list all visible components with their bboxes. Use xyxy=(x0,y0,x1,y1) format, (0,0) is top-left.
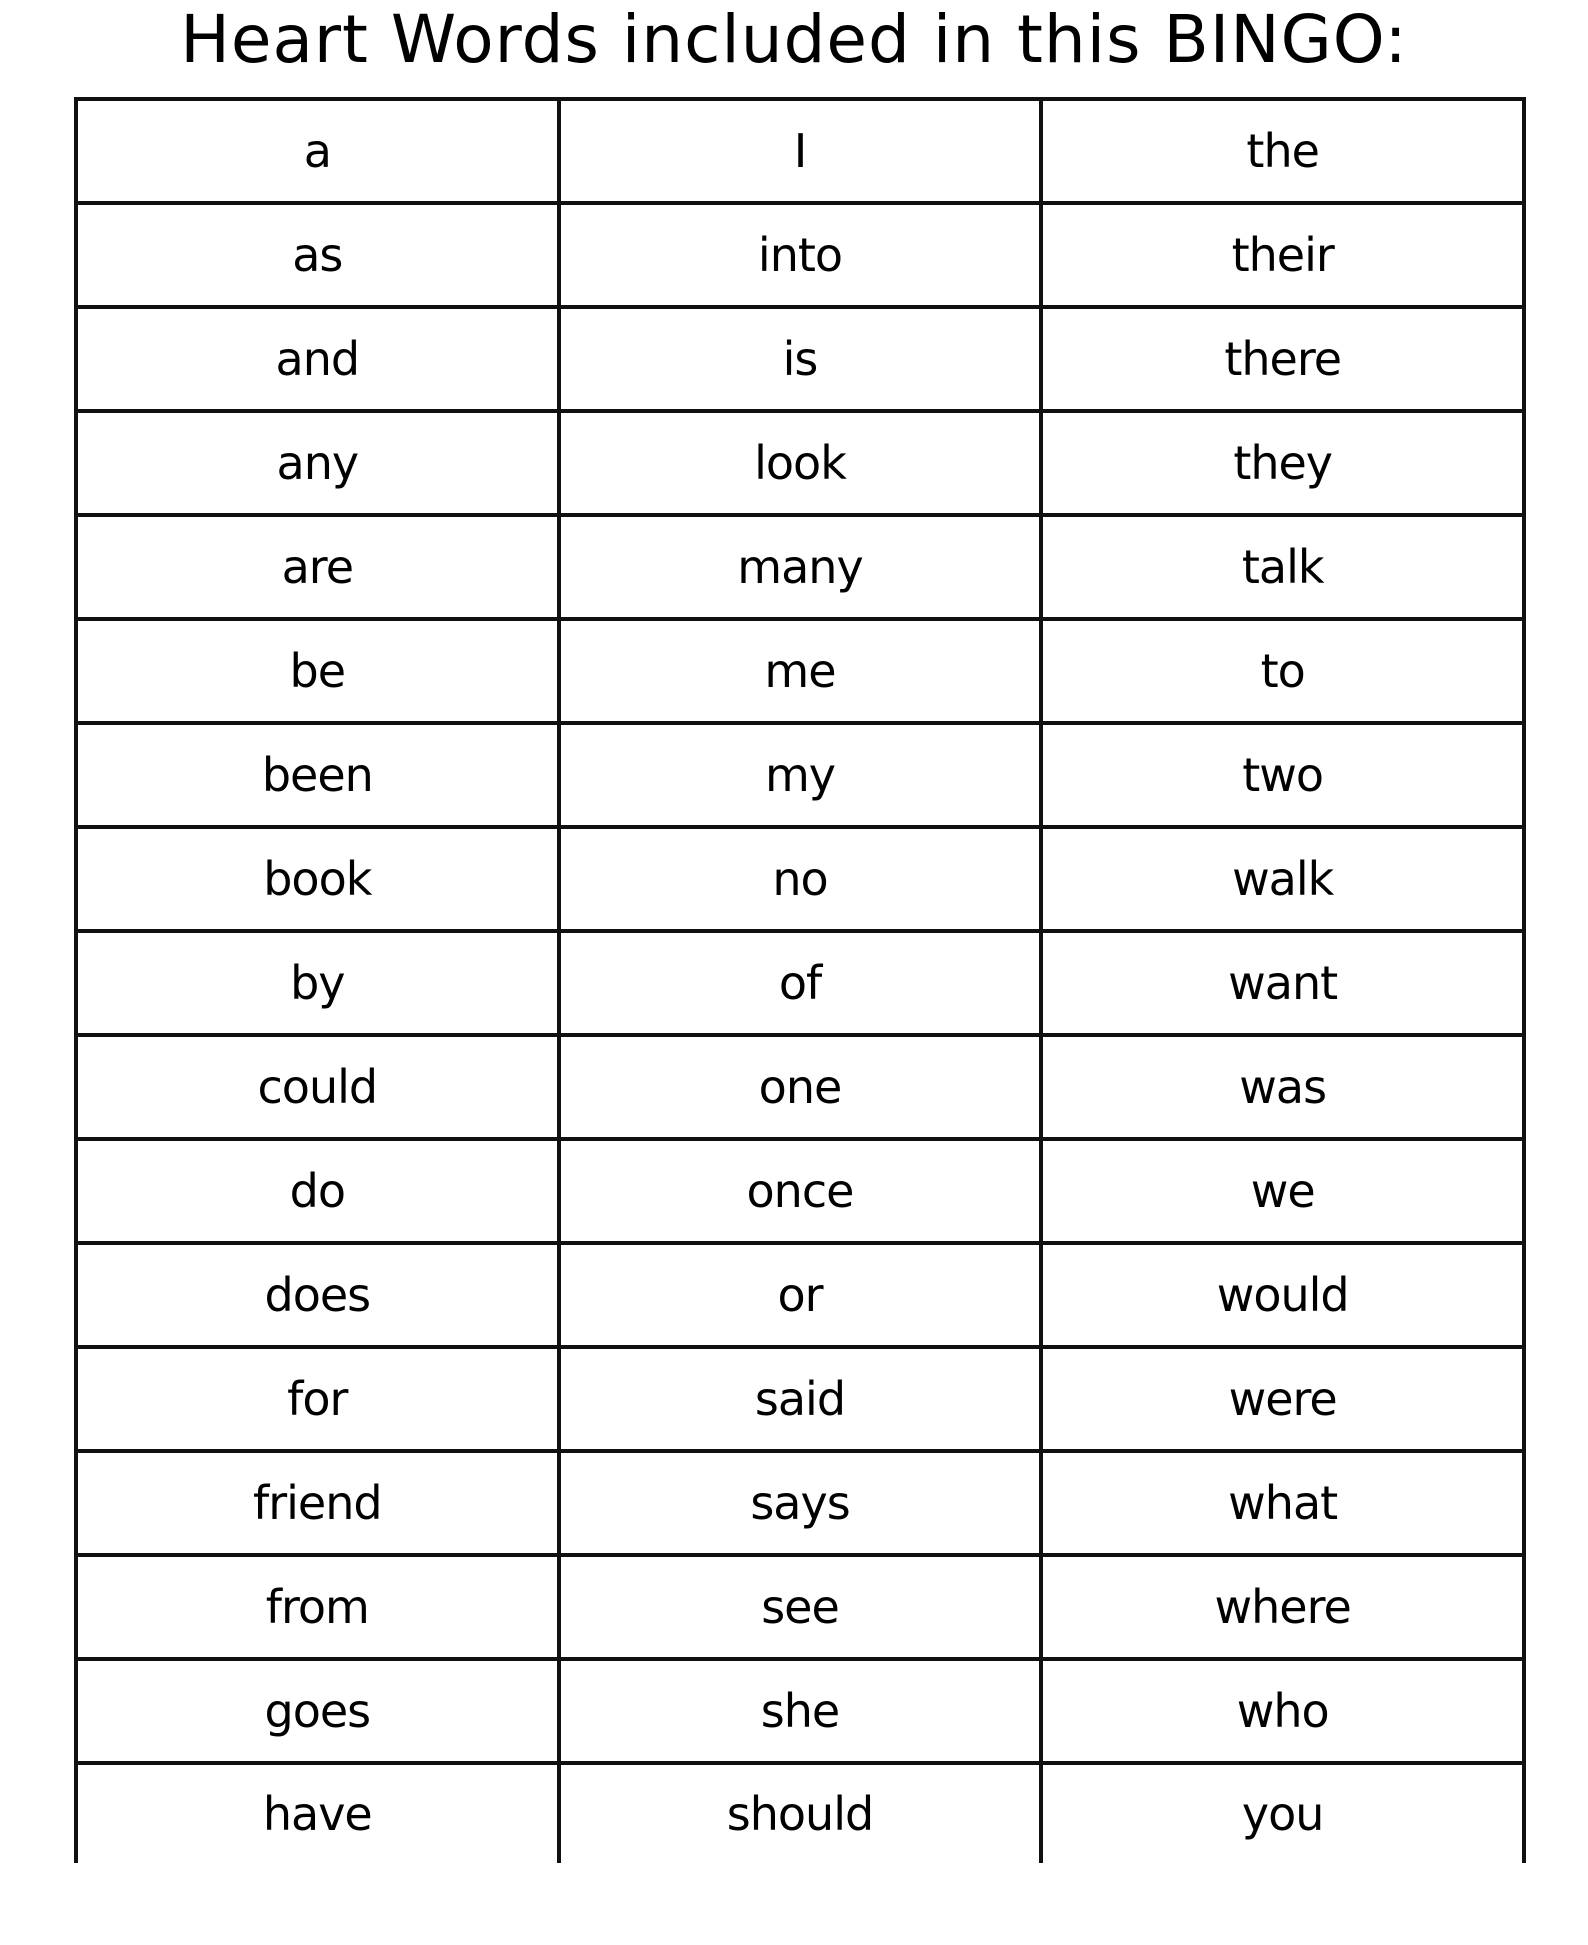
word-cell: book xyxy=(76,827,559,931)
word-cell: do xyxy=(76,1139,559,1243)
word-cell: have xyxy=(76,1763,559,1863)
word-cell: been xyxy=(76,723,559,827)
word-cell: what xyxy=(1041,1451,1524,1555)
word-cell: is xyxy=(559,307,1042,411)
table-row xyxy=(76,1763,1524,1863)
word-cell: as xyxy=(76,203,559,307)
word-cell: talk xyxy=(1041,515,1524,619)
table-row xyxy=(76,307,1524,411)
word-table-body xyxy=(76,99,1524,1863)
word-cell: my xyxy=(559,723,1042,827)
word-cell: are xyxy=(76,515,559,619)
table-row xyxy=(76,931,1524,1035)
word-cell: walk xyxy=(1041,827,1524,931)
word-cell: would xyxy=(1041,1243,1524,1347)
table-row xyxy=(76,1035,1524,1139)
word-cell: were xyxy=(1041,1347,1524,1451)
word-cell: many xyxy=(559,515,1042,619)
word-cell: says xyxy=(559,1451,1042,1555)
word-cell: their xyxy=(1041,203,1524,307)
word-cell: and xyxy=(76,307,559,411)
word-cell: could xyxy=(76,1035,559,1139)
word-cell: the xyxy=(1041,99,1524,203)
word-cell: of xyxy=(559,931,1042,1035)
word-cell: see xyxy=(559,1555,1042,1659)
word-cell: they xyxy=(1041,411,1524,515)
table-row xyxy=(76,1347,1524,1451)
table-row xyxy=(76,1659,1524,1763)
table-row xyxy=(76,827,1524,931)
table-row xyxy=(76,1555,1524,1659)
word-cell: where xyxy=(1041,1555,1524,1659)
table-row xyxy=(76,411,1524,515)
word-cell: two xyxy=(1041,723,1524,827)
table-row xyxy=(76,1451,1524,1555)
page-title: Heart Words included in this BINGO: xyxy=(180,1,1408,78)
word-cell: me xyxy=(559,619,1042,723)
table-row xyxy=(76,203,1524,307)
word-cell: no xyxy=(559,827,1042,931)
word-cell: does xyxy=(76,1243,559,1347)
word-cell: should xyxy=(559,1763,1042,1863)
word-cell: there xyxy=(1041,307,1524,411)
word-cell: goes xyxy=(76,1659,559,1763)
table-row xyxy=(76,1139,1524,1243)
table-row xyxy=(76,99,1524,203)
table-row xyxy=(76,619,1524,723)
word-cell: once xyxy=(559,1139,1042,1243)
word-cell: I xyxy=(559,99,1042,203)
word-cell: want xyxy=(1041,931,1524,1035)
word-cell: to xyxy=(1041,619,1524,723)
heart-words-table xyxy=(74,97,1526,1863)
word-cell: any xyxy=(76,411,559,515)
word-cell: from xyxy=(76,1555,559,1659)
word-cell: by xyxy=(76,931,559,1035)
word-cell: for xyxy=(76,1347,559,1451)
word-cell: a xyxy=(76,99,559,203)
word-cell: was xyxy=(1041,1035,1524,1139)
word-cell: she xyxy=(559,1659,1042,1763)
word-cell: friend xyxy=(76,1451,559,1555)
table-row xyxy=(76,723,1524,827)
word-cell: or xyxy=(559,1243,1042,1347)
table-row xyxy=(76,515,1524,619)
word-cell: we xyxy=(1041,1139,1524,1243)
word-cell: one xyxy=(559,1035,1042,1139)
word-cell: said xyxy=(559,1347,1042,1451)
word-cell: be xyxy=(76,619,559,723)
word-cell: into xyxy=(559,203,1042,307)
table-row xyxy=(76,1243,1524,1347)
word-cell: who xyxy=(1041,1659,1524,1763)
word-cell: you xyxy=(1041,1763,1524,1863)
word-cell: look xyxy=(559,411,1042,515)
